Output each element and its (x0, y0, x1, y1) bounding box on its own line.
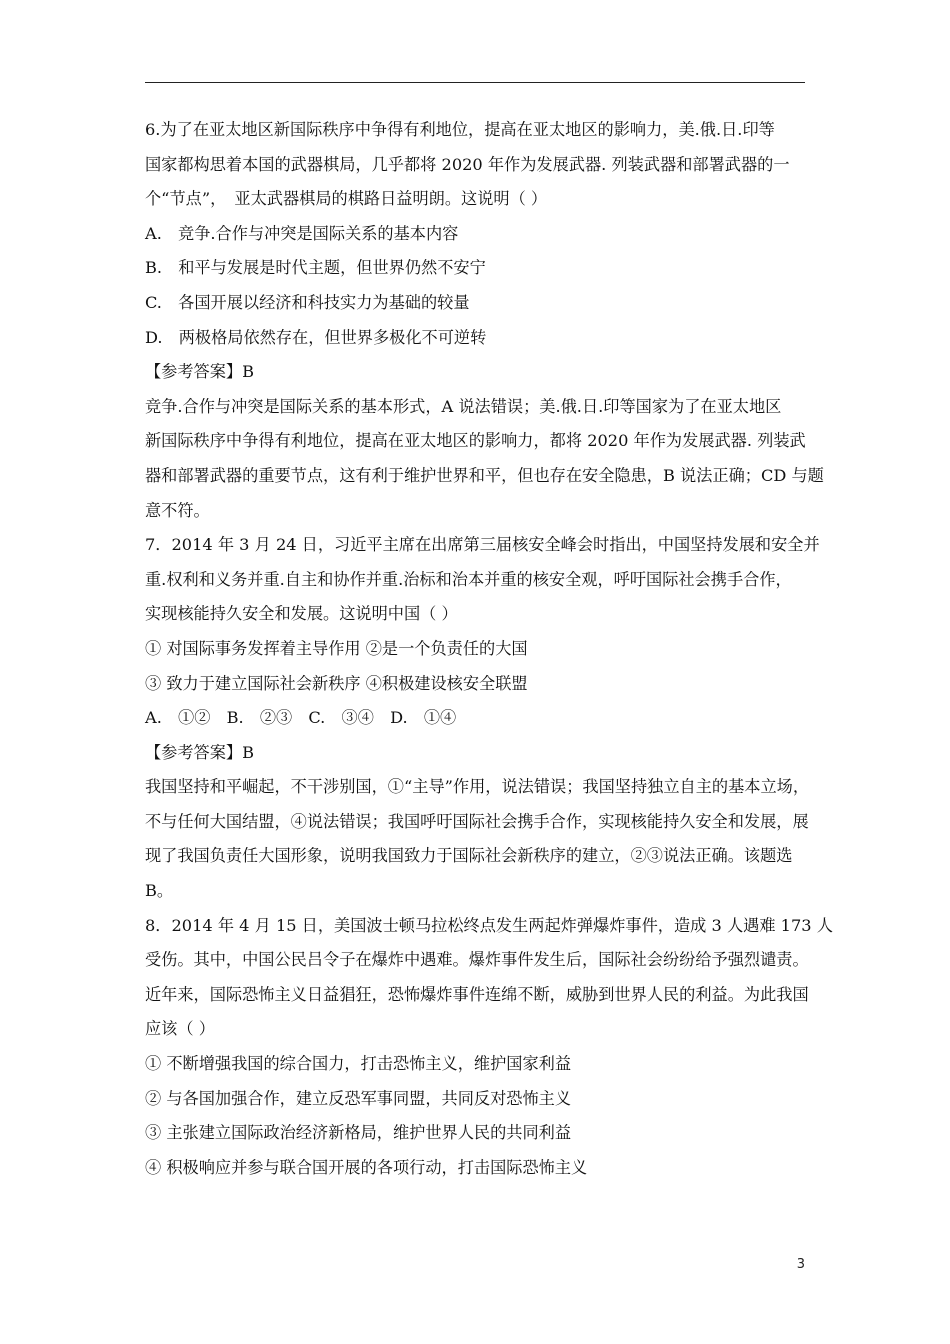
answer-line: 【参考答案】B (145, 742, 255, 762)
text-line: 器和部署武器的重要节点，这有利于维护世界和平，但也存在安全隐患，B 说法正确；CD 与题 (145, 465, 824, 485)
text-line: 应该（ ） (145, 1019, 215, 1039)
answer-line: 【参考答案】B (145, 362, 255, 382)
text-line: 近年来，国际恐怖主义日益猖狂，恐怖爆炸事件连绵不断，威胁到世界人民的利益。为此我国 (145, 984, 809, 1004)
text-line: 意不符。 (145, 500, 210, 520)
text-line: 国家都构思着本国的武器棋局，几乎都将 2020 年作为发展武器. 列装武器和部署武器的一 (145, 154, 790, 174)
text-line: 个“节点”， 亚太武器棋局的棋路日益明朗。这说明（ ） (145, 189, 548, 209)
page-number: 3 (796, 1257, 805, 1272)
option-line: A. 竞争.合作与冲突是国际关系的基本内容 (145, 223, 459, 243)
option-line: ③ 主张建立国际政治经济新格局，维护世界人民的共同利益 (145, 1123, 572, 1143)
option-line: D. 两极格局依然存在，但世界多极化不可逆转 (145, 327, 487, 347)
text-line: 不与任何大国结盟，④说法错误；我国呼吁国际社会携手合作，实现核能持久安全和发展，展 (145, 811, 809, 831)
text-line: 实现核能持久安全和发展。这说明中国（ ） (145, 604, 458, 624)
text-line: 新国际秩序中争得有利地位，提高在亚太地区的影响力，都将 2020 年作为发展武器. 列装武 (145, 431, 806, 451)
text-line: 我国坚持和平崛起，不干涉别国，①“主导”作用，说法错误；我国坚持独立自主的基本立场， (145, 777, 810, 797)
text-line: 6.为了在亚太地区新国际秩序中争得有利地位，提高在亚太地区的影响力，美.俄.日.印等 (145, 120, 775, 139)
text-line: 竞争.合作与冲突是国际关系的基本形式，A 说法错误；美.俄.日.印等国家为了在亚太地区 (145, 396, 782, 416)
option-line: ④ 积极响应并参与联合国开展的各项行动，打击国际恐怖主义 (145, 1157, 588, 1177)
text-line: 重.权利和义务并重.自主和协作并重.治标和治本并重的核安全观，呼吁国际社会携手合作， (145, 569, 792, 589)
option-line: C. 各国开展以经济和科技实力为基础的较量 (145, 292, 470, 312)
text-line: B。 (145, 881, 174, 901)
text-line: 现了我国负责任大国形象，说明我国致力于国际社会新秩序的建立，②③说法正确。该题选 (145, 846, 793, 866)
option-line: A. ①② B. ②③ C. ③④ D. ①④ (145, 708, 457, 728)
text-line: 受伤。其中，中国公民吕令子在爆炸中遇难。爆炸事件发生后，国际社会纷纷给予强烈谴责。 (145, 950, 809, 970)
option-line: B. 和平与发展是时代主题，但世界仍然不安宁 (145, 258, 486, 278)
option-line: ① 不断增强我国的综合国力，打击恐怖主义，维护国家利益 (145, 1054, 572, 1074)
option-line: ② 与各国加强合作，建立反恐军事同盟，共同反对恐怖主义 (145, 1088, 572, 1108)
text-line: 8．2014 年 4 月 15 日，美国波士顿马拉松终点发生两起炸弹爆炸事件，造成 3 人遇难 173 人 (145, 915, 833, 935)
text-line: 7．2014 年 3 月 24 日，习近平主席在出席第三届核安全峰会时指出，中国坚持发展和安全并 (145, 535, 820, 555)
option-line: ① 对国际事务发挥着主导作用 ②是一个负责任的大国 (145, 638, 528, 658)
option-line: ③ 致力于建立国际社会新秩序 ④积极建设核安全联盟 (145, 673, 528, 693)
document-body (145, 113, 833, 1185)
header-rule (145, 82, 805, 83)
